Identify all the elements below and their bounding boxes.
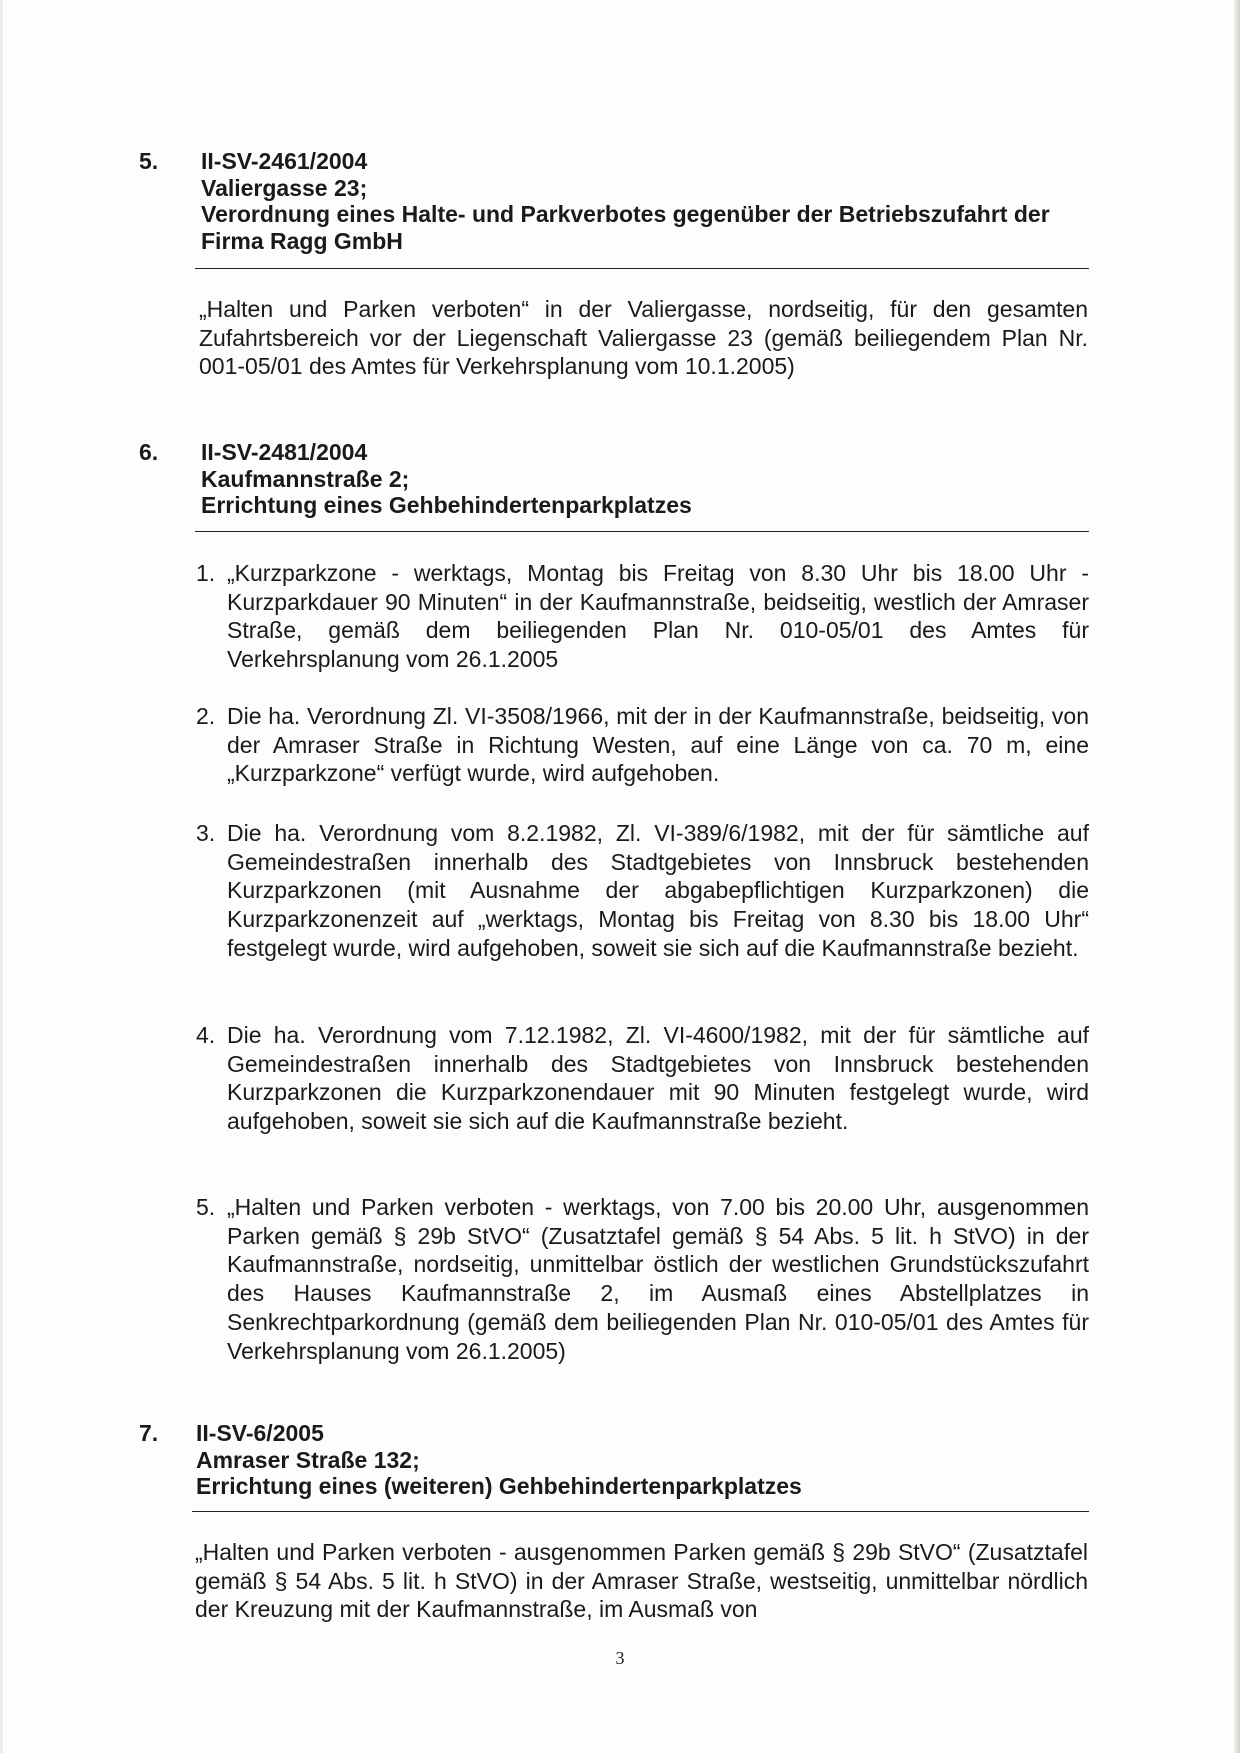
section-body bbox=[195, 1538, 1088, 1624]
scan-edge-right bbox=[1234, 0, 1240, 1753]
section-ref: II-SV-6/2005 bbox=[196, 1420, 324, 1446]
list-item-text: „Kurzparkzone - werktags, Montag bis Freitag von 8.30 Uhr bis 18.00 Uhr - Kurzparkdauer 90 Minuten“ in der Kaufmannstraße, beidseitig, westlich der Amraser Straße, gemäß dem beiliegenden Plan Nr. 010-05/01 des Amtes für Verkehrsplanung vom 26.1.2005 bbox=[227, 560, 1089, 673]
section-body bbox=[199, 295, 1088, 381]
list-item-number: 1. bbox=[196, 560, 216, 586]
list-item-number: 4. bbox=[196, 1022, 216, 1048]
section-divider bbox=[195, 268, 1089, 269]
list-item-text: Die ha. Verordnung Zl. VI-3508/1966, mit der in der Kaufmannstraße, beidseitig, von der Amraser Straße in Richtung Westen, auf eine Länge von ca. 70 m, eine „Kurzparkzone“ verfügt wurde, wird aufgehoben. bbox=[227, 703, 1089, 787]
section-number: 5. bbox=[139, 148, 159, 174]
section-heading bbox=[201, 439, 1091, 519]
section-address: Kaufmannstraße 2; bbox=[201, 465, 410, 492]
page-number: 3 bbox=[615, 1648, 625, 1668]
list-item-number: 2. bbox=[196, 703, 216, 729]
section-number: 6. bbox=[139, 439, 159, 465]
section-title: Verordnung eines Halte- und Parkverbotes gegenüber der Betriebszufahrt der Firma Ragg GmbH bbox=[201, 201, 1050, 254]
list-item-number: 3. bbox=[196, 820, 216, 846]
section-ref: II-SV-2481/2004 bbox=[201, 439, 368, 465]
section-divider bbox=[192, 1511, 1089, 1512]
section-text: „Halten und Parken verboten“ in der Valiergasse, nordseitig, für den gesamten Zufahrtsbereich vor der Liegenschaft Valiergasse 23 (gemäß beiliegendem Plan Nr. 001-05/01 des Amtes für Verkehrsplanung vom 10.1.2005) bbox=[199, 296, 1088, 379]
section-divider bbox=[195, 531, 1089, 532]
list-item bbox=[196, 819, 1089, 963]
section-heading bbox=[201, 148, 1091, 254]
scan-edge-left bbox=[0, 0, 3, 1753]
section-title: Errichtung eines Gehbehindertenparkplatzes bbox=[201, 492, 692, 518]
section-address: Amraser Straße 132; bbox=[196, 1446, 420, 1473]
list-item-text: Die ha. Verordnung vom 8.2.1982, Zl. VI-389/6/1982, mit der für sämtliche auf Gemeindestraßen innerhalb des Stadtgebietes von Innsbruck bestehenden Kurzparkzonen (mit Ausnahme der abgabepflichtigen Kurzparkzonen) die Kurzparkzonenzeit auf „werktags, Montag bis Freitag von 8.30 bis 18.00 Uhr“ festgelegt wurde, wird aufgehoben, soweit sie sich auf die Kaufmannstraße bezieht. bbox=[227, 820, 1089, 961]
list-item-text: Die ha. Verordnung vom 7.12.1982, Zl. VI-4600/1982, mit der für sämtliche auf Gemeindestraßen innerhalb des Stadtgebietes von Innsbruck bestehenden Kurzparkzonen die Kurzparkzonendauer mit 90 Minuten festgelegt wurde, wird aufgehoben, soweit sie sich auf die Kaufmannstraße bezieht. bbox=[227, 1022, 1089, 1135]
list-item-number: 5. bbox=[196, 1194, 216, 1220]
list-item bbox=[196, 702, 1089, 788]
section-heading bbox=[196, 1420, 1086, 1500]
section-title: Errichtung eines (weiteren) Gehbehindertenparkplatzes bbox=[196, 1473, 802, 1499]
section-number: 7. bbox=[139, 1420, 159, 1446]
list-item bbox=[196, 1193, 1089, 1365]
section-text: „Halten und Parken verboten - ausgenommen Parken gemäß § 29b StVO“ (Zusatztafel gemäß § 54 Abs. 5 lit. h StVO) in der Amraser Straße, westseitig, unmittelbar nördlich der Kreuzung mit der Kaufmannstraße, im Ausmaß von bbox=[195, 1539, 1088, 1622]
list-item bbox=[196, 1021, 1089, 1136]
section-address: Valiergasse 23; bbox=[201, 174, 368, 201]
list-item-text: „Halten und Parken verboten - werktags, von 7.00 bis 20.00 Uhr, ausgenommen Parken gemäß § 29b StVO“ (Zusatztafel gemäß § 54 Abs. 5 lit. h StVO) in der Kaufmannstraße, nordseitig, unmittelbar östlich der westlichen Grundstückszufahrt des Hauses Kaufmannstraße 2, im Ausmaß eines Abstellplatzes in Senkrechtparkordnung (gemäß dem beiliegenden Plan Nr. 010-05/01 des Amtes für Verkehrsplanung vom 26.1.2005) bbox=[227, 1194, 1089, 1364]
list-item bbox=[196, 559, 1089, 674]
section-ref: II-SV-2461/2004 bbox=[201, 148, 368, 174]
